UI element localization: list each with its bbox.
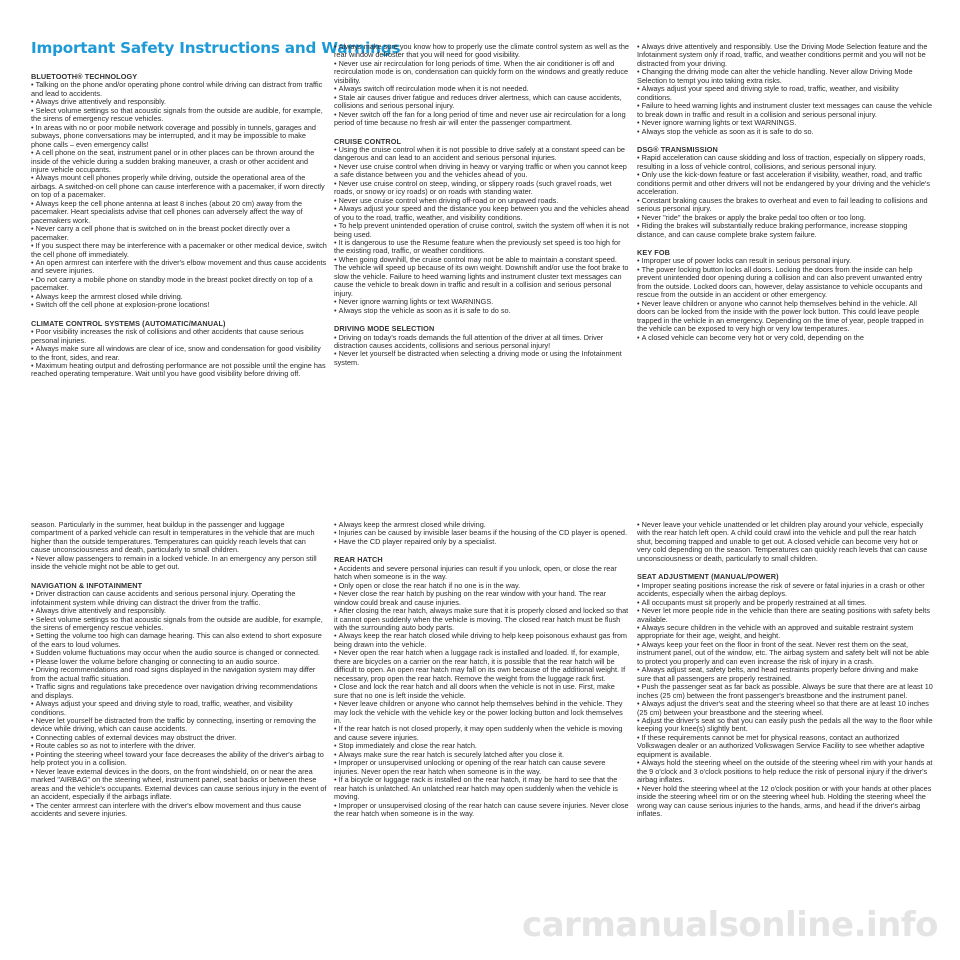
- bullet-item: • Always keep the armrest closed while driving.: [334, 521, 630, 529]
- bullet-item: • Always adjust seat, safety belts, and head restraints properly before driving and make sure that all passengers are properly restrained.: [637, 666, 933, 683]
- bullet-item: • Always stop the vehicle as soon as it is safe to do so.: [637, 128, 933, 136]
- bullet-item: • Driver distraction can cause accidents and serious personal injury. Operating the infotainment system while driving can distract the driver from the traffic.: [31, 590, 327, 607]
- section-heading: DRIVING MODE SELECTION: [334, 324, 435, 334]
- bullet-item: • Traffic signs and regulations take precedence over navigation driving recommendations and displays.: [31, 683, 327, 700]
- bullet-item: • Never leave children or anyone who cannot help themselves behind in the vehicle. They may lock the vehicle with the vehicle key or the power locking button and lock themselves in.: [334, 700, 630, 725]
- bullet-item: • To help prevent unintended operation of cruise control, switch the system off when it is not being used.: [334, 222, 630, 239]
- bullet-item: • Never let yourself be distracted when selecting a driving mode or using the Infotainment system.: [334, 350, 630, 367]
- bullet-item: • Never let more people ride in the vehicle than there are seating positions with safety belts available.: [637, 607, 933, 624]
- bullet-item: • Sudden volume fluctuations may occur when the audio source is changed or connected.: [31, 649, 327, 657]
- section-heading: NAVIGATION & INFOTAINMENT: [31, 580, 143, 590]
- bullet-item: • Only use the kick-down feature or fast acceleration if visibility, weather, road, and traffic conditions permit and other drivers will not be endangered by your driving and the vehicle's acceleration.: [637, 171, 933, 196]
- bullet-item: • If the rear hatch is not closed properly, it may open suddenly when the vehicle is moving and cause severe injuries.: [334, 725, 630, 742]
- bullet-item: • Never carry a cell phone that is switched on in the breast pocket directly over a pacemaker.: [31, 225, 327, 242]
- bullet-item: • Accidents and severe personal injuries can result if you unlock, open, or close the rear hatch when someone is in the way.: [334, 565, 630, 582]
- bullet-item: • Never allow passengers to remain in a locked vehicle. In an emergency any person still inside the vehicle might not be able to get out.: [31, 555, 327, 572]
- bullet-item: • Improper use of power locks can result in serious personal injury.: [637, 257, 933, 265]
- bullet-item: • Always drive attentively and responsibly.: [31, 607, 327, 615]
- bullet-item: • Never hold the steering wheel at the 12 o'clock position or with your hands at other places inside the steering wheel rim or on the steering wheel hub. Holding the steering wheel the wrong way can cause serious injuries to the hands, arms, and head if the driver's airbag inflates.: [637, 785, 933, 819]
- bullet-item: • Stale air causes driver fatigue and reduces driver alertness, which can cause accidents, collisions and serious personal injury.: [334, 94, 630, 111]
- section-heading: CRUISE CONTROL: [334, 136, 402, 146]
- bullet-item: • In areas with no or poor mobile network coverage and possibly in tunnels, garages and subways, phone conversations may be interrupted, and it may be impossible to make phone calls – even emergency calls!: [31, 124, 327, 149]
- bullet-item: • Always make sure the rear hatch is securely latched after you close it.: [334, 751, 630, 759]
- bullet-item: • Never use cruise control on steep, winding, or slippery roads (such gravel roads, wet roads, or snowy or icy roads) or on roads with standing water.: [334, 180, 630, 197]
- bullet-item: • Driving on today's roads demands the full attention of the driver at all times. Driver distraction causes accidents, collisions and serious personal injury!: [334, 334, 630, 351]
- section-heading: SEAT ADJUSTMENT (MANUAL/POWER): [637, 572, 779, 582]
- paragraph: season. Particularly in the summer, heat buildup in the passenger and luggage compartment of a parked vehicle can result in temperatures in the vehicle that are much higher than the outside temperatures. Temperatures can quickly reach levels that can cause unconsciousness and death, particularly to small children.: [31, 521, 315, 555]
- bullet-item: • Never "ride" the brakes or apply the brake pedal too often or too long.: [637, 214, 933, 222]
- bullet-item: • It is dangerous to use the Resume feature when the previously set speed is too high for the existing road, traffic, or weather conditions.: [334, 239, 630, 256]
- bullet-item: • Always adjust the driver's seat and the steering wheel so that there are at least 10 inches (25 cm) between your breastbone and the steering wheel.: [637, 700, 933, 717]
- text-column-3: [637, 43, 933, 463]
- section-heading: CLIMATE CONTROL SYSTEMS (AUTOMATIC/MANUAL): [31, 318, 226, 328]
- bullet-item: • Never use cruise control when driving off-road or on unpaved roads.: [334, 197, 630, 205]
- bullet-item: • Switch off the cell phone at explosion-prone locations!: [31, 301, 327, 309]
- bullet-item: • Maximum heating output and defrosting performance are not possible until the engine has reached operating temperature. Wait until you have good visibility before driving off.: [31, 362, 327, 379]
- bullet-item: • Always hold the steering wheel on the outside of the steering wheel rim with your hands at the 9 o'clock and 3 o'clock positions to help reduce the risk of personal injury if the driver's airbag inflates.: [637, 759, 933, 784]
- bullet-item: • Connecting cables of external devices may obstruct the driver.: [31, 734, 327, 742]
- bullet-item: • Always make sure all windows are clear of ice, snow and condensation for good visibility to the front, sides, and rear.: [31, 345, 327, 362]
- bullet-item: • If a bicycle or luggage rack is installed on the rear hatch, it may be hard to see that the rear hatch is unlatched. An unlatched rear hatch may open suddenly when the vehicle is moving.: [334, 776, 630, 801]
- page-title: Important Safety Instructions and Warnings: [31, 39, 401, 57]
- bullet-item: • Changing the driving mode can alter the vehicle handling. Never allow Driving Mode Selection to tempt you into taking extra risks.: [637, 68, 933, 85]
- bullet-item: • Rapid acceleration can cause skidding and loss of traction, especially on slippery roads, resulting in a loss of vehicle control, collisions, and serious personal injury.: [637, 154, 933, 171]
- bullet-item: • Always keep the cell phone antenna at least 8 inches (about 20 cm) away from the pacemaker. Heart specialists advise that cell phones can adversely affect the way of pacemakers work.: [31, 200, 327, 225]
- bullet-item: • Select volume settings so that acoustic signals from the outside are audible, for example, the sirens of emergency rescue vehicles.: [31, 616, 327, 633]
- section-heading: DSG® TRANSMISSION: [637, 144, 718, 154]
- bullet-item: • Push the passenger seat as far back as possible. Always be sure that there are at least 10 inches (25 cm) between the front passenger's breastbone and the instrument panel.: [637, 683, 933, 700]
- bullet-item: • Never use air recirculation for long periods of time. When the air conditioner is off and recirculation mode is on, condensation can quickly form on the windows and greatly reduce visibility.: [334, 60, 630, 85]
- bullet-item: • The center armrest can interfere with the driver's elbow movement and thus cause accidents and severe injuries.: [31, 802, 327, 819]
- bullet-item: • Never let yourself be distracted from the traffic by connecting, inserting or removing the device while driving, which can cause accidents.: [31, 717, 327, 734]
- bullet-item: • Always mount cell phones properly while driving, outside the operational area of the airbags. A switched-on cell phone can cause interference with a pacemaker, if worn directly on top of a pacemaker.: [31, 174, 327, 199]
- bullet-item: • Always keep the rear hatch closed while driving to help keep poisonous exhaust gas from being drawn into the vehicle.: [334, 632, 630, 649]
- section-heading: KEY FOB: [637, 247, 671, 257]
- bullet-item: • Improper or unsupervised closing of the rear hatch can cause severe injuries. Never close the rear hatch when someone is in the way.: [334, 802, 630, 819]
- bullet-item: • Never leave external devices in the doors, on the front windshield, on or near the area marked "AIRBAG" on the steering wheel, instrument panel, seat backs or between these areas and the vehicle's occupants. External devices can cause serious injury in the event of an accident, especially if the airbags inflate.: [31, 768, 327, 802]
- bullet-item: • Please lower the volume before changing or connecting to an audio source.: [31, 658, 327, 666]
- bullet-item: • Constant braking causes the brakes to overheat and even to fail leading to collisions and serious personal injury.: [637, 197, 933, 214]
- bullet-item: • Never switch off the fan for a long period of time and never use air recirculation for a long period of time because no fresh air will enter the passenger compartment.: [334, 111, 630, 128]
- bullet-item: • If you suspect there may be interference with a pacemaker or other medical device, switch the cell phone off immediately.: [31, 242, 327, 259]
- bullet-item: • Failure to heed warning lights and instrument cluster text messages can cause the vehicle to break down in traffic and result in a collision and serious personal injury.: [637, 102, 933, 119]
- bullet-item: • When going downhill, the cruise control may not be able to maintain a constant speed. The vehicle will speed up because of its own weight. Downshift and/or use the foot brake to slow the vehicle. Failure to heed warning lights and instrument cluster text messages can cause the vehicle to break down in traffic and result in a collision and serious personal injury.: [334, 256, 630, 298]
- bullet-item: • Never leave children or anyone who cannot help themselves behind in the vehicle. All doors can be locked from the inside with the power lock button. This could leave people trapped in the vehicle in an emergency. Depending on the time of year, people trapped in the vehicle can be exposed to very high or very low temperatures.: [637, 300, 933, 334]
- text-column-2: [334, 43, 630, 463]
- bullet-item: • Always keep your feet on the floor in front of the seat. Never rest them on the seat, instrument panel, out of the window, etc. The airbag system and safety belt will not be able to protect you properly and can even increase the risk of injury in a crash.: [637, 641, 933, 666]
- bullet-item: • If these requirements cannot be met for physical reasons, contact an authorized Volkswagen dealer or an authorized Volkswagen Service Facility to see whether adaptive equipment is available.: [637, 734, 933, 759]
- bullet-item: • Never leave your vehicle unattended or let children play around your vehicle, especially with the rear hatch left open. A child could crawl into the vehicle and pull the rear hatch shut, becoming trapped and unable to get out. A closed vehicle can become very hot or very cold depending on the season. Temperatures can quickly reach levels that can cause unconsciousness or death, particularly to small children.: [637, 521, 933, 563]
- bullet-item: • Setting the volume too high can damage hearing. This can also extend to short exposure of the ears to loud volumes.: [31, 632, 327, 649]
- bullet-item: • Stop immediately and close the rear hatch.: [334, 742, 630, 750]
- text-column-5: [334, 521, 630, 911]
- section-heading: BLUETOOTH® TECHNOLOGY: [31, 73, 138, 81]
- bullet-item: • All occupants must sit properly and be properly restrained at all times.: [637, 599, 933, 607]
- bullet-item: • After closing the rear hatch, always make sure that it is properly closed and locked so that it cannot open suddenly when the vehicle is moving. The closed rear hatch must be flush with the surrounding auto body parts.: [334, 607, 630, 632]
- watermark: carmanualsonline.info: [521, 905, 938, 945]
- section-heading: REAR HATCH: [334, 555, 383, 565]
- bullet-item: • A closed vehicle can become very hot or very cold, depending on the: [637, 334, 933, 342]
- bullet-item: • Always make sure you know how to properly use the climate control system as well as the rear window defroster that you will need for good visibility.: [334, 43, 630, 60]
- text-column-1: [31, 73, 327, 463]
- bullet-item: • Injuries can be caused by invisible laser beams if the housing of the CD player is opened.: [334, 529, 630, 537]
- bullet-item: • Adjust the driver's seat so that you can easily push the pedals all the way to the floor while keeping your knee(s) slightly bent.: [637, 717, 933, 734]
- bullet-item: • Never ignore warning lights or text WARNINGS.: [637, 119, 933, 127]
- bullet-item: • Pointing the steering wheel toward your face decreases the ability of the driver's airbag to help protect you in a collision.: [31, 751, 327, 768]
- text-column-4: [31, 521, 327, 911]
- bullet-item: • Improper or unsupervised unlocking or opening of the rear hatch can cause severe injuries. Never open the rear hatch when someone is in the way.: [334, 759, 630, 776]
- bullet-item: • Using the cruise control when it is not possible to drive safely at a constant speed can be dangerous and can lead to an accident and serious personal injuries.: [334, 146, 630, 163]
- bullet-item: • The power locking button locks all doors. Locking the doors from the inside can help prevent unintended door opening during a collision and can also prevent unwanted entry from the outside. Locked doors can, however, delay assistance to vehicle occupants and rescue from the outside in an accident or other emergency.: [637, 266, 933, 300]
- bullet-item: • Never close the rear hatch by pushing on the rear window with your hand. The rear window could break and cause injuries.: [334, 590, 630, 607]
- bullet-item: • Always adjust your speed and driving style to road, traffic, weather, and visibility conditions.: [637, 85, 933, 102]
- bullet-item: • Have the CD player repaired only by a specialist.: [334, 538, 630, 546]
- bullet-item: • Always drive attentively and responsibly. Use the Driving Mode Selection feature and the Infotainment system only if road, traffic, and weather conditions permit and you will not be distracted from your driving.: [637, 43, 933, 68]
- bullet-item: • A cell phone on the seat, instrument panel or in other places can be thrown around the inside of the vehicle during a sudden braking maneuver, a crash or other accident and injure vehicle occupants.: [31, 149, 327, 174]
- bullet-item: • Driving recommendations and road signs displayed in the navigation system may differ from the actual traffic situation.: [31, 666, 327, 683]
- bullet-item: • An open armrest can interfere with the driver's elbow movement and thus cause accidents and severe injuries.: [31, 259, 327, 276]
- bullet-item: • Always secure children in the vehicle with an approved and suitable restraint system appropriate for their age, weight, and height.: [637, 624, 933, 641]
- bullet-item: • Never use cruise control when driving in heavy or varying traffic or when you cannot keep a safe distance between you and the vehicles ahead of you.: [334, 163, 630, 180]
- bullet-item: • Always adjust your speed and the distance you keep between you and the vehicles ahead of you to the road, traffic, weather, and visibility conditions.: [334, 205, 630, 222]
- bullet-item: • Always drive attentively and responsibly.: [31, 98, 327, 106]
- bullet-item: • Always keep the armrest closed while driving.: [31, 293, 327, 301]
- bullet-item: • Close and lock the rear hatch and all doors when the vehicle is not in use. First, make sure that no one is left inside the vehicle.: [334, 683, 630, 700]
- bullet-item: • Poor visibility increases the risk of collisions and other accidents that cause serious personal injuries.: [31, 328, 327, 345]
- bullet-item: • Only open or close the rear hatch if no one is in the way.: [334, 582, 630, 590]
- bullet-item: • Do not carry a mobile phone on standby mode in the breast pocket directly on top of a pacemaker.: [31, 276, 327, 293]
- bullet-item: • Riding the brakes will substantially reduce braking performance, increase stopping distance, and can cause complete brake system failure.: [637, 222, 933, 239]
- bullet-item: • Select volume settings so that acoustic signals from the outside are audible, for example, the sirens of emergency rescue vehicles.: [31, 107, 327, 124]
- text-column-6: [637, 521, 933, 911]
- bullet-item: • Never open the rear hatch when a luggage rack is installed and loaded. If, for example, there are bicycles on a carrier on the rear hatch, it is possible that the rear hatch will be difficult to open. An open rear hatch may fall on its own because of the additional weight. If necessary, prop open the rear hatch. Remove the weight from the luggage rack first.: [334, 649, 630, 683]
- bullet-item: • Always adjust your speed and driving style to road, traffic, weather, and visibility conditions.: [31, 700, 327, 717]
- bullet-item: • Always switch off recirculation mode when it is not needed.: [334, 85, 630, 93]
- bullet-item: • Route cables so as not to interfere with the driver.: [31, 742, 327, 750]
- bullet-item: • Never ignore warning lights or text WARNINGS.: [334, 298, 630, 306]
- bullet-item: • Always stop the vehicle as soon as it is safe to do so.: [334, 307, 630, 315]
- bullet-item: • Improper seating positions increase the risk of severe or fatal injuries in a crash or other accidents, especially when the airbag deploys.: [637, 582, 933, 599]
- bullet-item: • Talking on the phone and/or operating phone control while driving can distract from traffic and lead to accidents.: [31, 81, 327, 98]
